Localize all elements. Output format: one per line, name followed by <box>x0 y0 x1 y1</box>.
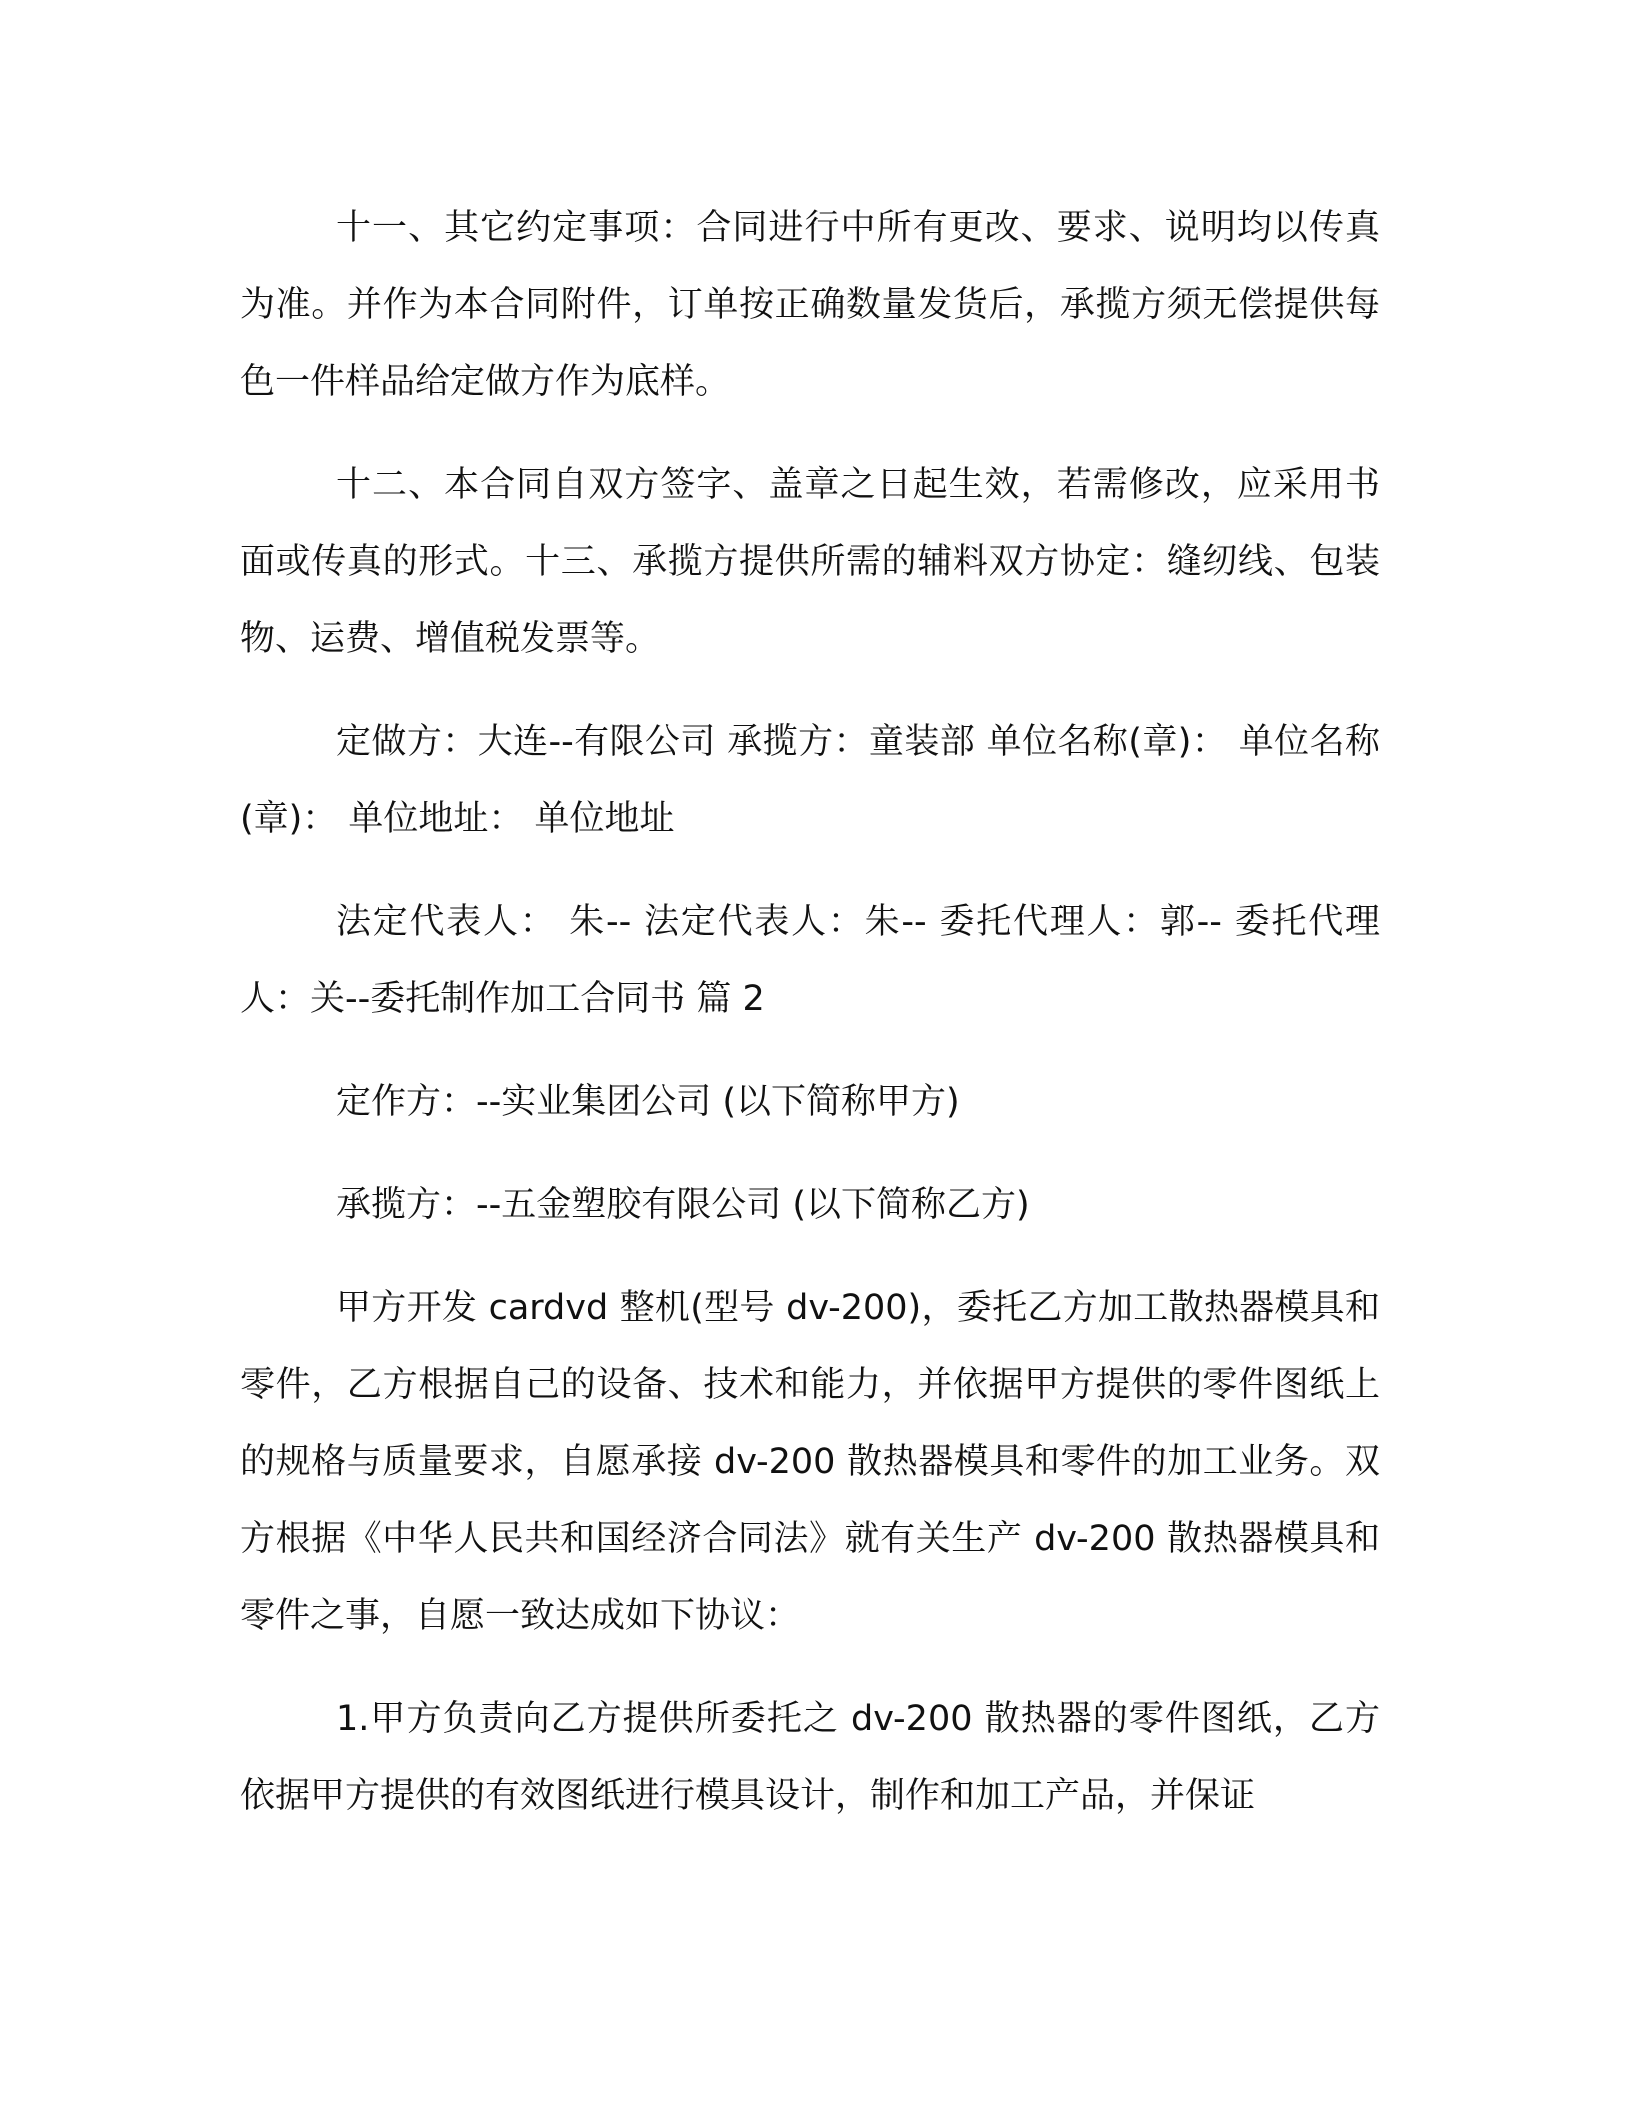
paragraph-clause-11: 十一、其它约定事项：合同进行中所有更改、要求、说明均以传真为准。并作为本合同附件，订单按正确数量发货后，承揽方须无偿提供每色一件样品给定做方作为底样。 <box>240 208 1380 402</box>
paragraph-preamble: 甲方开发 cardvd 整机(型号 dv-200)，委托乙方加工散热器模具和零件，乙方根据自己的设备、技术和能力，并依据甲方提供的零件图纸上的规格与质量要求，自愿承接 dv-200 散热器模具和零件的加工业务。双方根据《中华人民共和国经济合同法》就有关生产 dv-200 散热器模具和零件之事，自愿一致达成如下协议： <box>240 1288 1380 1636</box>
paragraph-party-b: 承揽方：--五金塑胶有限公司 (以下简称乙方) <box>336 1185 1030 1225</box>
paragraph-item-1: 1.甲方负责向乙方提供所委托之 dv-200 散热器的零件图纸，乙方依据甲方提供的有效图纸进行模具设计，制作和加工产品，并保证 <box>240 1699 1380 1816</box>
paragraph-party-a: 定作方：--实业集团公司 (以下简称甲方) <box>336 1082 960 1122</box>
paragraph-parties-names: 定做方：大连--有限公司 承揽方：童装部 单位名称(章)： 单位名称(章)： 单位地址： 单位地址 <box>240 722 1380 839</box>
document-body <box>240 190 1380 1861</box>
paragraph-clause-12-13: 十二、本合同自双方签字、盖章之日起生效，若需修改，应采用书面或传真的形式。十三、承揽方提供所需的辅料双方协定：缝纫线、包装物、运费、增值税发票等。 <box>240 465 1380 659</box>
paragraph-representatives: 法定代表人： 朱-- 法定代表人：朱-- 委托代理人：郭-- 委托代理人：关--委托制作加工合同书 篇 2 <box>240 902 1380 1019</box>
